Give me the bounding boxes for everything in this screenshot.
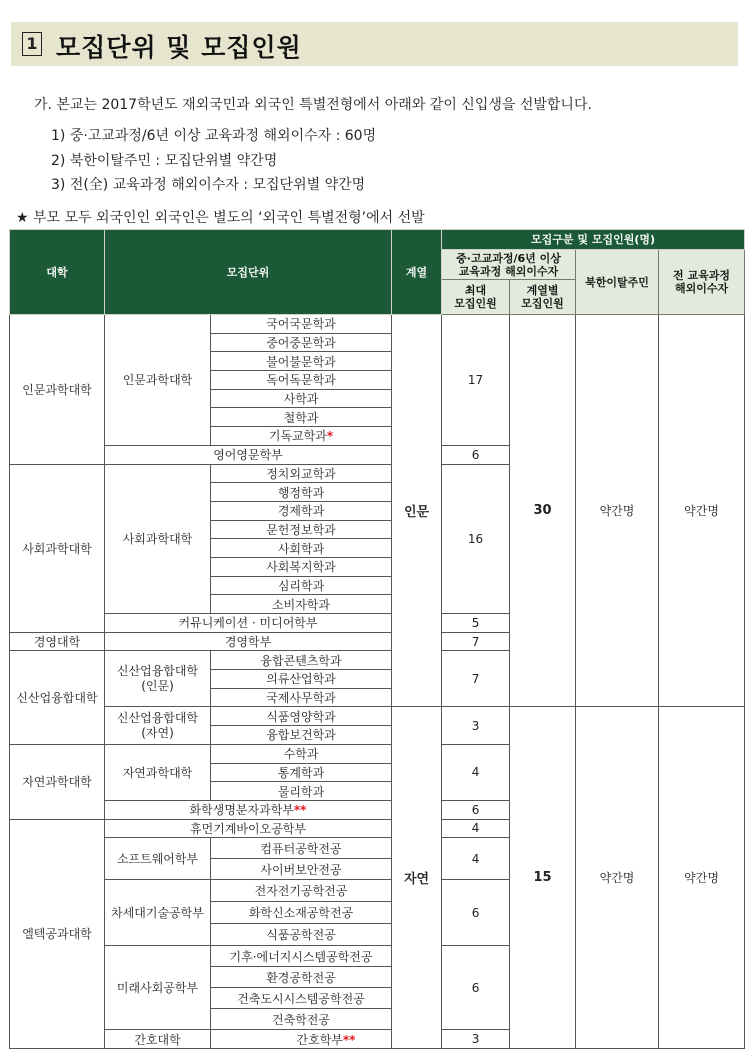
dept-cell: 영어영문학부	[105, 445, 392, 464]
intro-text: 가. 본교는 2017학년도 재외국민과 외국인 특별전형에서 아래와 같이 신입생을 선발합니다.	[34, 97, 592, 113]
header-unit: 모집단위	[105, 230, 392, 315]
section-number-box: 1	[22, 32, 42, 56]
header-byfield: 계열별 모집인원	[510, 280, 576, 315]
dept-cell: 경영학부	[105, 632, 392, 651]
dept-cell: 융합콘텐츠학과	[211, 651, 392, 670]
max-count-cell: 4	[442, 819, 510, 838]
subunit-cell: 신산업융합대학 (인문)	[105, 651, 211, 707]
dept-cell: 수학과	[211, 744, 392, 763]
footnote-mark: **	[342, 1032, 356, 1047]
college-cell: 간호대학	[105, 1030, 211, 1049]
college-cell: 사회과학대학	[10, 464, 105, 632]
note-text: ★ 부모 모두 외국인인 외국인은 별도의 ‘외국인 특별전형’에서 선발	[16, 210, 425, 226]
max-count-cell: 7	[442, 632, 510, 651]
college-cell: 경영대학	[10, 632, 105, 651]
max-count-cell: 6	[442, 445, 510, 464]
field-count-cell: 30	[510, 315, 576, 707]
dept-cell: 중어중문학과	[211, 333, 392, 352]
dept-cell: 사학과	[211, 389, 392, 408]
dept-name: 화학생명분자과학부	[189, 803, 294, 818]
intro-item: 2) 북한이탈주민 : 모집단위별 약간명	[51, 153, 278, 169]
field-count-cell: 15	[510, 707, 576, 1049]
subunit-cell: 신산업융합대학 (자연)	[105, 707, 211, 744]
field-cell: 인문	[392, 315, 442, 707]
dept-cell: 휴먼기계바이오공학부	[105, 819, 392, 838]
college-cell: 신산업융합대학	[10, 651, 105, 744]
footnote-mark: **	[293, 803, 307, 818]
page-title: 모집단위 및 모집인원	[56, 33, 302, 62]
allcourse-count-cell: 약간명	[659, 315, 745, 707]
dept-cell: 건축학전공	[211, 1009, 392, 1030]
dept-cell: 불어불문학과	[211, 352, 392, 371]
max-count-cell: 16	[442, 464, 510, 614]
max-count-cell: 4	[442, 744, 510, 800]
dept-cell: 기후·에너지시스템공학전공	[211, 946, 392, 967]
dept-cell	[105, 800, 392, 819]
subunit-cell: 사회과학대학	[105, 464, 211, 614]
admission-table	[9, 229, 745, 1049]
max-count-cell: 5	[442, 614, 510, 633]
max-count-cell: 7	[442, 651, 510, 707]
subunit-cell: 차세대기술공학부	[105, 880, 211, 946]
allcourse-count-cell: 약간명	[659, 707, 745, 1049]
max-count-cell: 6	[442, 946, 510, 1030]
dept-cell: 행정학과	[211, 483, 392, 502]
dept-cell: 경제학과	[211, 501, 392, 520]
header-college: 대학	[10, 230, 105, 315]
header-max: 최대 모집인원	[442, 280, 510, 315]
nk-count-cell: 약간명	[576, 315, 659, 707]
max-count-cell: 6	[442, 800, 510, 819]
dept-cell: 융합보건학과	[211, 726, 392, 745]
subunit-cell: 미래사회공학부	[105, 946, 211, 1030]
max-count-cell: 6	[442, 880, 510, 946]
subunit-cell: 소프트웨어학부	[105, 838, 211, 880]
dept-cell: 심리학과	[211, 576, 392, 595]
nk-count-cell: 약간명	[576, 707, 659, 1049]
dept-cell: 사이버보안전공	[211, 859, 392, 880]
dept-cell: 소비자학과	[211, 595, 392, 614]
college-cell: 자연과학대학	[10, 744, 105, 819]
dept-cell: 사회학과	[211, 539, 392, 558]
dept-cell: 건축도시시스템공학전공	[211, 988, 392, 1009]
dept-cell: 문헌정보학과	[211, 520, 392, 539]
header-overseas6: 중·고교과정/6년 이상 교육과정 해외이수자	[442, 250, 576, 280]
subunit-cell: 자연과학대학	[105, 744, 211, 800]
dept-cell: 화학신소재공학전공	[211, 902, 392, 924]
header-nk: 북한이탈주민	[576, 250, 659, 315]
dept-cell: 식품공학전공	[211, 924, 392, 946]
dept-cell: 커뮤니케이션 · 미디어학부	[105, 614, 392, 633]
dept-cell: 국제사무학과	[211, 688, 392, 707]
dept-cell: 통계학과	[211, 763, 392, 782]
college-cell: 엘텍공과대학	[10, 819, 105, 1048]
header-field: 계열	[392, 230, 442, 315]
college-cell: 인문과학대학	[10, 315, 105, 465]
dept-name: 간호학부	[296, 1032, 343, 1047]
header-allcourse: 전 교육과정 해외이수자	[659, 250, 745, 315]
dept-cell: 철학과	[211, 408, 392, 427]
max-count-cell: 3	[442, 707, 510, 744]
subunit-cell: 인문과학대학	[105, 315, 211, 446]
dept-cell: 독어독문학과	[211, 371, 392, 390]
dept-cell: 사회복지학과	[211, 557, 392, 576]
dept-cell: 국어국문학과	[211, 315, 392, 334]
dept-cell: 환경공학전공	[211, 967, 392, 988]
field-cell: 자연	[392, 707, 442, 1049]
dept-name: 기독교학과	[268, 429, 327, 444]
dept-cell: 컴퓨터공학전공	[211, 838, 392, 859]
dept-cell: 전자전기공학전공	[211, 880, 392, 902]
dept-cell: 물리학과	[211, 782, 392, 801]
dept-cell	[211, 1030, 442, 1049]
dept-cell: 의류산업학과	[211, 670, 392, 689]
header-group: 모집구분 및 모집인원(명)	[442, 230, 745, 250]
dept-cell: 정치외교학과	[211, 464, 392, 483]
intro-item: 3) 전(全) 교육과정 해외이수자 : 모집단위별 약간명	[51, 177, 366, 193]
footnote-mark: *	[326, 429, 334, 444]
dept-cell	[211, 427, 392, 446]
dept-cell: 식품영양학과	[211, 707, 392, 726]
intro-item: 1) 중·고교과정/6년 이상 교육과정 해외이수자 : 60명	[51, 128, 377, 144]
max-count-cell: 4	[442, 838, 510, 880]
max-count-cell: 17	[442, 315, 510, 446]
max-count-cell: 3	[442, 1030, 510, 1049]
